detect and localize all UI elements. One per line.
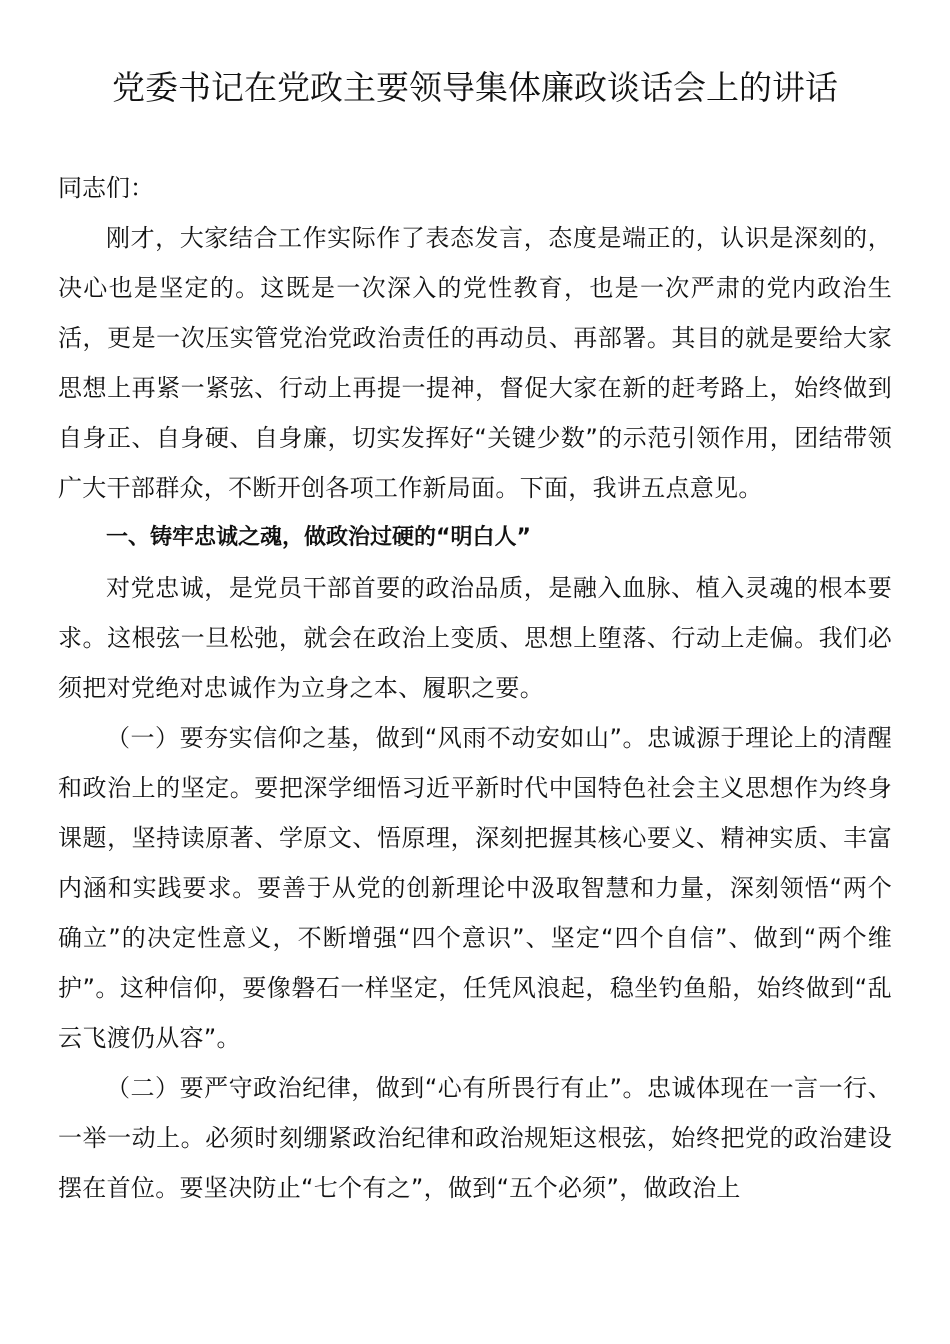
section-heading: 一、铸牢忠诚之魂，做政治过硬的“明白人” <box>106 525 531 550</box>
paragraph-intro: 刚才，大家结合工作实际作了表态发言，态度是端正的，认识是深刻的，决心也是坚定的。这既是一次深入的党性教育，也是一次严肃的党内政治生活，更是一次压实管党治党政治责任的再动员、再部署。其目的就是要给大家思想上再紧一紧弦、行动上再提一提神，督促大家在新的赶考路上，始终做到自身正、自身硬、自身廉，切实发挥好“关键少数”的示范引领作用，团结带领广大干部群众，不断开创各项工作新局面。下面，我讲五点意见。 <box>58 224 892 502</box>
paragraph-point-one: （一）要夯实信仰之基，做到“风雨不动安如山”。忠诚源于理论上的清醒和政治上的坚定。要把深学细悟习近平新时代中国特色社会主义思想作为终身课题，坚持读原著、学原文、悟原理，深刻把握其核心要义、精神实质、丰富内涵和实践要求。要善于从党的创新理论中汲取智慧和力量，深刻领悟“两个确立”的决定性意义，不断增强“四个意识”、坚定“四个自信”、做到“两个维护”。这种信仰，要像磐石一样坚定，任凭风浪起，稳坐钓鱼船，始终做到“乱云飞渡仍从容”。 <box>58 724 892 1052</box>
document-body <box>58 163 892 1213</box>
paragraph-point-two: （二）要严守政治纪律，做到“心有所畏行有止”。忠诚体现在一言一行、一举一动上。必须时刻绷紧政治纪律和政治规矩这根弦，始终把党的政治建设摆在首位。要坚决防止“七个有之”，做到“五个必须”，做政治上 <box>58 1074 892 1202</box>
salutation: 同志们： <box>58 174 154 202</box>
document-title: 党委书记在党政主要领导集体廉政谈话会上的讲话 <box>112 68 838 107</box>
paragraph-loyalty: 对党忠诚，是党员干部首要的政治品质，是融入血脉、植入灵魂的根本要求。这根弦一旦松弛，就会在政治上变质、思想上堕落、行动上走偏。我们必须把对党绝对忠诚作为立身之本、履职之要。 <box>58 574 892 702</box>
